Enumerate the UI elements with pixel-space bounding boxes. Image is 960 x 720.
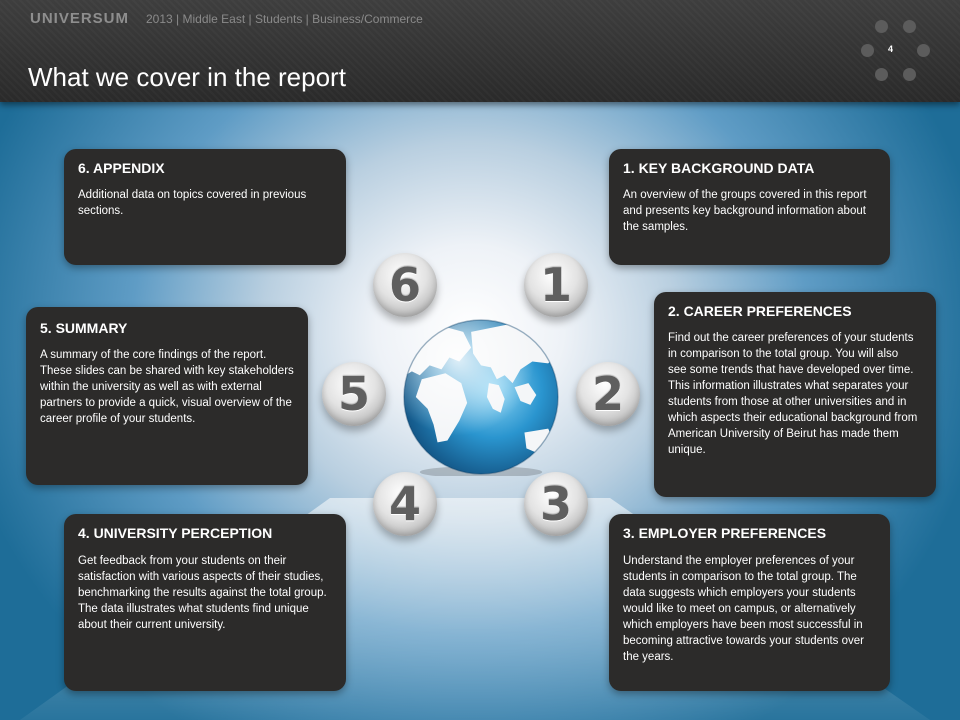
section-body: Find out the career preferences of your students in comparison to the total group. You will also see some trends that have developed over time. This information illustrates what separates your students from those at other universities and in which aspects their educational background from American University of Beirut has made them unique. [668, 332, 918, 456]
number-badge-4: 4 [373, 472, 437, 536]
page-number: 4 [888, 44, 894, 54]
section-title: 5. SUMMARY [40, 320, 128, 336]
section-body: Understand the employer preferences of your students in comparison to the total group. The data suggests which employers your students would like to meet on campus, or alternatively which employers have been most successful in becoming attractive towards your students over the years. [623, 555, 864, 663]
section-title: 3. EMPLOYER PREFERENCES [623, 525, 827, 541]
section-title: 4. UNIVERSITY PERCEPTION [78, 525, 273, 541]
number-badge-1: 1 [524, 253, 588, 317]
section-body: Additional data on topics covered in previous sections. [78, 189, 307, 217]
header-bar [0, 0, 960, 102]
section-card-university-perception [64, 514, 346, 691]
number-badge-6: 6 [373, 253, 437, 317]
section-title: 6. APPENDIX [78, 160, 165, 176]
number-badge-5: 5 [322, 362, 386, 426]
section-card-employer-preferences [609, 514, 890, 691]
number-badge-3: 3 [524, 472, 588, 536]
section-title: 2. CAREER PREFERENCES [668, 303, 852, 319]
page-title: What we cover in the report [28, 62, 346, 92]
section-title: 1. KEY BACKGROUND DATA [623, 160, 815, 176]
section-body: A summary of the core findings of the report. These slides can be shared with key stakeholders within the university as well as with external partners to provide a quick, visual overview of the career profile of your students. [40, 349, 294, 425]
section-card-appendix [64, 149, 346, 265]
section-card-key-background-data [609, 149, 890, 265]
section-card-summary [26, 307, 308, 485]
section-card-career-preferences [654, 292, 936, 497]
section-body: Get feedback from your students on their satisfaction with various aspects of their studies, benchmarking the results against the total group. The data illustrates what students find unique about their current university. [78, 555, 327, 631]
report-subtitle: 2013 | Middle East | Students | Business/Commerce [146, 12, 423, 26]
section-body: An overview of the groups covered in this report and presents key background information about the samples. [623, 189, 867, 233]
globe-icon [402, 318, 560, 476]
brand-logo: UNIVERSUM [30, 10, 130, 27]
number-badge-2: 2 [576, 362, 640, 426]
